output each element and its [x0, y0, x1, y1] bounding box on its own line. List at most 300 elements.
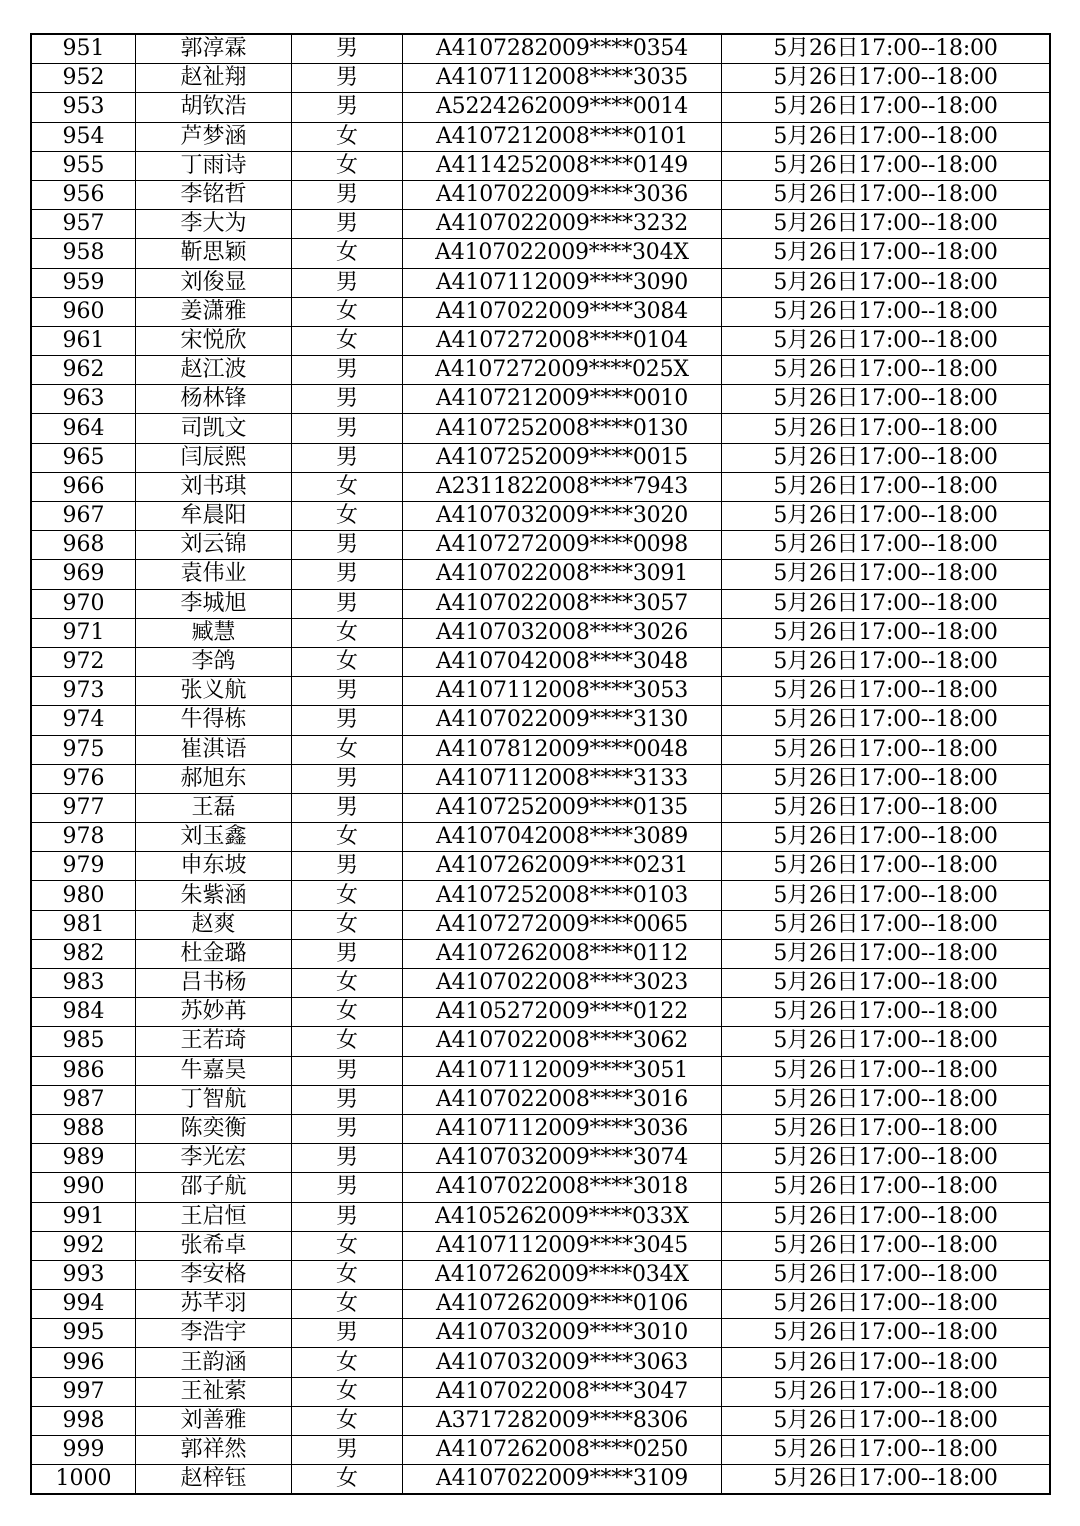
id-number-cell: A4107262008****0250: [403, 1436, 722, 1465]
row-number-cell: 975: [31, 735, 136, 764]
student-name-cell: 吕书杨: [136, 969, 292, 998]
time-slot-cell: 5月26日17:00--18:00: [722, 1348, 1051, 1377]
student-name-cell: 袁伟业: [136, 560, 292, 589]
id-number-cell: A4107022009****3084: [403, 297, 722, 326]
gender-cell: 女: [292, 881, 403, 910]
gender-cell: 男: [292, 1319, 403, 1348]
gender-cell: 男: [292, 414, 403, 443]
time-slot-cell: 5月26日17:00--18:00: [722, 618, 1051, 647]
row-number-cell: 988: [31, 1114, 136, 1143]
gender-cell: 男: [292, 1144, 403, 1173]
time-slot-cell: 5月26日17:00--18:00: [722, 793, 1051, 822]
time-slot-cell: 5月26日17:00--18:00: [722, 764, 1051, 793]
student-name-cell: 赵梓钰: [136, 1465, 292, 1495]
table-row: [31, 793, 1050, 822]
row-number-cell: 989: [31, 1144, 136, 1173]
student-name-cell: 朱紫涵: [136, 881, 292, 910]
student-name-cell: 苏芊羽: [136, 1290, 292, 1319]
gender-cell: 女: [292, 969, 403, 998]
id-number-cell: A4107022008****3091: [403, 560, 722, 589]
row-number-cell: 961: [31, 326, 136, 355]
id-number-cell: A4105262009****033X: [403, 1202, 722, 1231]
gender-cell: 女: [292, 1290, 403, 1319]
gender-cell: 女: [292, 239, 403, 268]
row-number-cell: 970: [31, 589, 136, 618]
time-slot-cell: 5月26日17:00--18:00: [722, 560, 1051, 589]
student-name-cell: 刘善雅: [136, 1406, 292, 1435]
table-row: [31, 268, 1050, 297]
student-name-cell: 丁雨诗: [136, 151, 292, 180]
gender-cell: 男: [292, 1085, 403, 1114]
time-slot-cell: 5月26日17:00--18:00: [722, 852, 1051, 881]
id-number-cell: A4107272009****025X: [403, 356, 722, 385]
id-number-cell: A4107112009****3045: [403, 1231, 722, 1260]
row-number-cell: 957: [31, 210, 136, 239]
id-number-cell: A4107112009****3051: [403, 1056, 722, 1085]
id-number-cell: A4107112009****3090: [403, 268, 722, 297]
gender-cell: 男: [292, 1202, 403, 1231]
student-name-cell: 刘玉鑫: [136, 823, 292, 852]
time-slot-cell: 5月26日17:00--18:00: [722, 502, 1051, 531]
table-row: [31, 1231, 1050, 1260]
table-row: [31, 677, 1050, 706]
table-row: [31, 998, 1050, 1027]
table-row: [31, 1377, 1050, 1406]
id-number-cell: A4114252008****0149: [403, 151, 722, 180]
row-number-cell: 955: [31, 151, 136, 180]
table-row: [31, 969, 1050, 998]
row-number-cell: 986: [31, 1056, 136, 1085]
table-row: [31, 414, 1050, 443]
row-number-cell: 977: [31, 793, 136, 822]
gender-cell: 女: [292, 122, 403, 151]
gender-cell: 男: [292, 589, 403, 618]
id-number-cell: A4107112008****3035: [403, 64, 722, 93]
student-name-cell: 邵子航: [136, 1173, 292, 1202]
time-slot-cell: 5月26日17:00--18:00: [722, 998, 1051, 1027]
time-slot-cell: 5月26日17:00--18:00: [722, 1260, 1051, 1289]
time-slot-cell: 5月26日17:00--18:00: [722, 939, 1051, 968]
table-row: [31, 1056, 1050, 1085]
row-number-cell: 964: [31, 414, 136, 443]
table-row: [31, 326, 1050, 355]
gender-cell: 女: [292, 1406, 403, 1435]
gender-cell: 女: [292, 1465, 403, 1495]
roster-body: [31, 34, 1050, 1494]
gender-cell: 男: [292, 1056, 403, 1085]
table-row: [31, 852, 1050, 881]
student-name-cell: 牛嘉昊: [136, 1056, 292, 1085]
time-slot-cell: 5月26日17:00--18:00: [722, 1290, 1051, 1319]
gender-cell: 女: [292, 618, 403, 647]
id-number-cell: A4107262009****0106: [403, 1290, 722, 1319]
table-row: [31, 1406, 1050, 1435]
student-name-cell: 宋悦欣: [136, 326, 292, 355]
time-slot-cell: 5月26日17:00--18:00: [722, 1173, 1051, 1202]
row-number-cell: 972: [31, 647, 136, 676]
student-name-cell: 郝旭东: [136, 764, 292, 793]
table-row: [31, 1319, 1050, 1348]
row-number-cell: 974: [31, 706, 136, 735]
table-row: [31, 1290, 1050, 1319]
id-number-cell: A4107032009****3010: [403, 1319, 722, 1348]
student-name-cell: 刘俊显: [136, 268, 292, 297]
gender-cell: 男: [292, 268, 403, 297]
table-row: [31, 531, 1050, 560]
row-number-cell: 953: [31, 93, 136, 122]
table-row: [31, 1465, 1050, 1495]
table-row: [31, 472, 1050, 501]
student-name-cell: 王韵涵: [136, 1348, 292, 1377]
gender-cell: 男: [292, 939, 403, 968]
time-slot-cell: 5月26日17:00--18:00: [722, 239, 1051, 268]
student-name-cell: 靳思颖: [136, 239, 292, 268]
row-number-cell: 984: [31, 998, 136, 1027]
gender-cell: 女: [292, 1377, 403, 1406]
id-number-cell: A4107022009****3036: [403, 180, 722, 209]
gender-cell: 男: [292, 210, 403, 239]
id-number-cell: A4107282009****0354: [403, 34, 722, 64]
id-number-cell: A4107022009****3130: [403, 706, 722, 735]
row-number-cell: 963: [31, 385, 136, 414]
row-number-cell: 976: [31, 764, 136, 793]
row-number-cell: 969: [31, 560, 136, 589]
row-number-cell: 987: [31, 1085, 136, 1114]
gender-cell: 男: [292, 385, 403, 414]
row-number-cell: 1000: [31, 1465, 136, 1495]
table-row: [31, 823, 1050, 852]
row-number-cell: 968: [31, 531, 136, 560]
time-slot-cell: 5月26日17:00--18:00: [722, 1231, 1051, 1260]
student-name-cell: 王磊: [136, 793, 292, 822]
student-name-cell: 苏妙苒: [136, 998, 292, 1027]
student-name-cell: 臧慧: [136, 618, 292, 647]
time-slot-cell: 5月26日17:00--18:00: [722, 1144, 1051, 1173]
time-slot-cell: 5月26日17:00--18:00: [722, 93, 1051, 122]
id-number-cell: A4107022008****3047: [403, 1377, 722, 1406]
id-number-cell: A4107272009****0065: [403, 910, 722, 939]
table-row: [31, 34, 1050, 64]
table-row: [31, 385, 1050, 414]
row-number-cell: 983: [31, 969, 136, 998]
table-row: [31, 443, 1050, 472]
student-name-cell: 胡钦浩: [136, 93, 292, 122]
roster-table: [30, 33, 1051, 1495]
time-slot-cell: 5月26日17:00--18:00: [722, 647, 1051, 676]
gender-cell: 女: [292, 1348, 403, 1377]
gender-cell: 男: [292, 852, 403, 881]
student-name-cell: 刘书琪: [136, 472, 292, 501]
time-slot-cell: 5月26日17:00--18:00: [722, 1465, 1051, 1495]
gender-cell: 女: [292, 735, 403, 764]
student-name-cell: 司凯文: [136, 414, 292, 443]
time-slot-cell: 5月26日17:00--18:00: [722, 210, 1051, 239]
table-row: [31, 297, 1050, 326]
gender-cell: 男: [292, 356, 403, 385]
id-number-cell: A4107212009****0010: [403, 385, 722, 414]
table-row: [31, 735, 1050, 764]
row-number-cell: 966: [31, 472, 136, 501]
student-name-cell: 杨林锋: [136, 385, 292, 414]
row-number-cell: 978: [31, 823, 136, 852]
row-number-cell: 982: [31, 939, 136, 968]
time-slot-cell: 5月26日17:00--18:00: [722, 1085, 1051, 1114]
time-slot-cell: 5月26日17:00--18:00: [722, 677, 1051, 706]
table-row: [31, 1436, 1050, 1465]
id-number-cell: A4107042008****3089: [403, 823, 722, 852]
student-name-cell: 牟晨阳: [136, 502, 292, 531]
row-number-cell: 954: [31, 122, 136, 151]
row-number-cell: 960: [31, 297, 136, 326]
time-slot-cell: 5月26日17:00--18:00: [722, 34, 1051, 64]
gender-cell: 女: [292, 151, 403, 180]
row-number-cell: 951: [31, 34, 136, 64]
time-slot-cell: 5月26日17:00--18:00: [722, 268, 1051, 297]
gender-cell: 男: [292, 1436, 403, 1465]
table-row: [31, 239, 1050, 268]
row-number-cell: 997: [31, 1377, 136, 1406]
gender-cell: 男: [292, 764, 403, 793]
time-slot-cell: 5月26日17:00--18:00: [722, 1406, 1051, 1435]
id-number-cell: A4107022008****3062: [403, 1027, 722, 1056]
time-slot-cell: 5月26日17:00--18:00: [722, 326, 1051, 355]
table-row: [31, 764, 1050, 793]
time-slot-cell: 5月26日17:00--18:00: [722, 1056, 1051, 1085]
table-row: [31, 560, 1050, 589]
time-slot-cell: 5月26日17:00--18:00: [722, 297, 1051, 326]
gender-cell: 男: [292, 64, 403, 93]
gender-cell: 女: [292, 1027, 403, 1056]
gender-cell: 男: [292, 1114, 403, 1143]
student-name-cell: 芦梦涵: [136, 122, 292, 151]
id-number-cell: A4107262009****0231: [403, 852, 722, 881]
student-name-cell: 闫辰熙: [136, 443, 292, 472]
student-name-cell: 赵爽: [136, 910, 292, 939]
row-number-cell: 995: [31, 1319, 136, 1348]
table-row: [31, 1085, 1050, 1114]
row-number-cell: 965: [31, 443, 136, 472]
id-number-cell: A4107022008****3023: [403, 969, 722, 998]
time-slot-cell: 5月26日17:00--18:00: [722, 64, 1051, 93]
gender-cell: 女: [292, 998, 403, 1027]
id-number-cell: A4105272009****0122: [403, 998, 722, 1027]
student-name-cell: 王祉萦: [136, 1377, 292, 1406]
table-row: [31, 1114, 1050, 1143]
table-row: [31, 151, 1050, 180]
id-number-cell: A4107812009****0048: [403, 735, 722, 764]
table-row: [31, 1027, 1050, 1056]
time-slot-cell: 5月26日17:00--18:00: [722, 356, 1051, 385]
id-number-cell: A4107022009****304X: [403, 239, 722, 268]
table-row: [31, 647, 1050, 676]
id-number-cell: A4107252009****0015: [403, 443, 722, 472]
row-number-cell: 985: [31, 1027, 136, 1056]
student-name-cell: 李光宏: [136, 1144, 292, 1173]
table-row: [31, 356, 1050, 385]
table-row: [31, 910, 1050, 939]
gender-cell: 男: [292, 706, 403, 735]
row-number-cell: 999: [31, 1436, 136, 1465]
table-row: [31, 706, 1050, 735]
student-name-cell: 郭祥然: [136, 1436, 292, 1465]
id-number-cell: A3717282009****8306: [403, 1406, 722, 1435]
student-name-cell: 赵江波: [136, 356, 292, 385]
table-row: [31, 939, 1050, 968]
time-slot-cell: 5月26日17:00--18:00: [722, 414, 1051, 443]
time-slot-cell: 5月26日17:00--18:00: [722, 735, 1051, 764]
gender-cell: 男: [292, 443, 403, 472]
gender-cell: 女: [292, 502, 403, 531]
row-number-cell: 992: [31, 1231, 136, 1260]
row-number-cell: 996: [31, 1348, 136, 1377]
table-row: [31, 502, 1050, 531]
time-slot-cell: 5月26日17:00--18:00: [722, 1114, 1051, 1143]
id-number-cell: A5224262009****0014: [403, 93, 722, 122]
gender-cell: 男: [292, 560, 403, 589]
student-name-cell: 李浩宇: [136, 1319, 292, 1348]
student-name-cell: 陈奕衡: [136, 1114, 292, 1143]
id-number-cell: A4107032008****3026: [403, 618, 722, 647]
id-number-cell: A4107252008****0130: [403, 414, 722, 443]
student-name-cell: 李鸽: [136, 647, 292, 676]
student-name-cell: 王启恒: [136, 1202, 292, 1231]
row-number-cell: 979: [31, 852, 136, 881]
table-row: [31, 1173, 1050, 1202]
student-name-cell: 李铭哲: [136, 180, 292, 209]
gender-cell: 女: [292, 1231, 403, 1260]
gender-cell: 男: [292, 677, 403, 706]
time-slot-cell: 5月26日17:00--18:00: [722, 472, 1051, 501]
row-number-cell: 990: [31, 1173, 136, 1202]
table-row: [31, 589, 1050, 618]
id-number-cell: A2311822008****7943: [403, 472, 722, 501]
time-slot-cell: 5月26日17:00--18:00: [722, 180, 1051, 209]
student-name-cell: 赵祉翔: [136, 64, 292, 93]
row-number-cell: 962: [31, 356, 136, 385]
row-number-cell: 958: [31, 239, 136, 268]
student-name-cell: 郭淳霖: [136, 34, 292, 64]
id-number-cell: A4107032009****3063: [403, 1348, 722, 1377]
time-slot-cell: 5月26日17:00--18:00: [722, 1377, 1051, 1406]
gender-cell: 女: [292, 647, 403, 676]
row-number-cell: 991: [31, 1202, 136, 1231]
student-name-cell: 丁智航: [136, 1085, 292, 1114]
row-number-cell: 952: [31, 64, 136, 93]
student-name-cell: 李城旭: [136, 589, 292, 618]
table-row: [31, 1202, 1050, 1231]
time-slot-cell: 5月26日17:00--18:00: [722, 881, 1051, 910]
id-number-cell: A4107022009****3109: [403, 1465, 722, 1495]
time-slot-cell: 5月26日17:00--18:00: [722, 122, 1051, 151]
id-number-cell: A4107022008****3016: [403, 1085, 722, 1114]
row-number-cell: 980: [31, 881, 136, 910]
row-number-cell: 998: [31, 1406, 136, 1435]
id-number-cell: A4107022008****3018: [403, 1173, 722, 1202]
id-number-cell: A4107272009****0098: [403, 531, 722, 560]
gender-cell: 男: [292, 531, 403, 560]
table-row: [31, 180, 1050, 209]
student-name-cell: 崔淇语: [136, 735, 292, 764]
row-number-cell: 967: [31, 502, 136, 531]
gender-cell: 女: [292, 910, 403, 939]
row-number-cell: 994: [31, 1290, 136, 1319]
student-name-cell: 张义航: [136, 677, 292, 706]
table-row: [31, 93, 1050, 122]
time-slot-cell: 5月26日17:00--18:00: [722, 1027, 1051, 1056]
id-number-cell: A4107042008****3048: [403, 647, 722, 676]
student-name-cell: 杜金璐: [136, 939, 292, 968]
table-row: [31, 881, 1050, 910]
time-slot-cell: 5月26日17:00--18:00: [722, 443, 1051, 472]
time-slot-cell: 5月26日17:00--18:00: [722, 589, 1051, 618]
table-row: [31, 1260, 1050, 1289]
gender-cell: 女: [292, 823, 403, 852]
id-number-cell: A4107252008****0103: [403, 881, 722, 910]
gender-cell: 男: [292, 793, 403, 822]
student-name-cell: 刘云锦: [136, 531, 292, 560]
time-slot-cell: 5月26日17:00--18:00: [722, 151, 1051, 180]
id-number-cell: A4107252009****0135: [403, 793, 722, 822]
time-slot-cell: 5月26日17:00--18:00: [722, 1319, 1051, 1348]
table-row: [31, 210, 1050, 239]
id-number-cell: A4107212008****0101: [403, 122, 722, 151]
time-slot-cell: 5月26日17:00--18:00: [722, 910, 1051, 939]
row-number-cell: 993: [31, 1260, 136, 1289]
time-slot-cell: 5月26日17:00--18:00: [722, 706, 1051, 735]
id-number-cell: A4107022009****3232: [403, 210, 722, 239]
id-number-cell: A4107022008****3057: [403, 589, 722, 618]
time-slot-cell: 5月26日17:00--18:00: [722, 1202, 1051, 1231]
time-slot-cell: 5月26日17:00--18:00: [722, 1436, 1051, 1465]
time-slot-cell: 5月26日17:00--18:00: [722, 969, 1051, 998]
table-row: [31, 122, 1050, 151]
student-name-cell: 张希卓: [136, 1231, 292, 1260]
gender-cell: 男: [292, 1173, 403, 1202]
gender-cell: 女: [292, 1260, 403, 1289]
row-number-cell: 971: [31, 618, 136, 647]
gender-cell: 男: [292, 93, 403, 122]
time-slot-cell: 5月26日17:00--18:00: [722, 823, 1051, 852]
student-name-cell: 申东坡: [136, 852, 292, 881]
table-row: [31, 1348, 1050, 1377]
gender-cell: 男: [292, 34, 403, 64]
student-name-cell: 李安格: [136, 1260, 292, 1289]
time-slot-cell: 5月26日17:00--18:00: [722, 531, 1051, 560]
student-name-cell: 姜潇雅: [136, 297, 292, 326]
gender-cell: 女: [292, 472, 403, 501]
table-row: [31, 1144, 1050, 1173]
row-number-cell: 956: [31, 180, 136, 209]
table-row: [31, 618, 1050, 647]
row-number-cell: 981: [31, 910, 136, 939]
table-row: [31, 64, 1050, 93]
id-number-cell: A4107032009****3020: [403, 502, 722, 531]
gender-cell: 女: [292, 326, 403, 355]
id-number-cell: A4107112008****3133: [403, 764, 722, 793]
gender-cell: 女: [292, 297, 403, 326]
id-number-cell: A4107112009****3036: [403, 1114, 722, 1143]
id-number-cell: A4107272008****0104: [403, 326, 722, 355]
student-name-cell: 李大为: [136, 210, 292, 239]
id-number-cell: A4107262008****0112: [403, 939, 722, 968]
student-name-cell: 王若琦: [136, 1027, 292, 1056]
gender-cell: 男: [292, 180, 403, 209]
student-name-cell: 牛得栋: [136, 706, 292, 735]
id-number-cell: A4107262009****034X: [403, 1260, 722, 1289]
row-number-cell: 959: [31, 268, 136, 297]
id-number-cell: A4107112008****3053: [403, 677, 722, 706]
time-slot-cell: 5月26日17:00--18:00: [722, 385, 1051, 414]
